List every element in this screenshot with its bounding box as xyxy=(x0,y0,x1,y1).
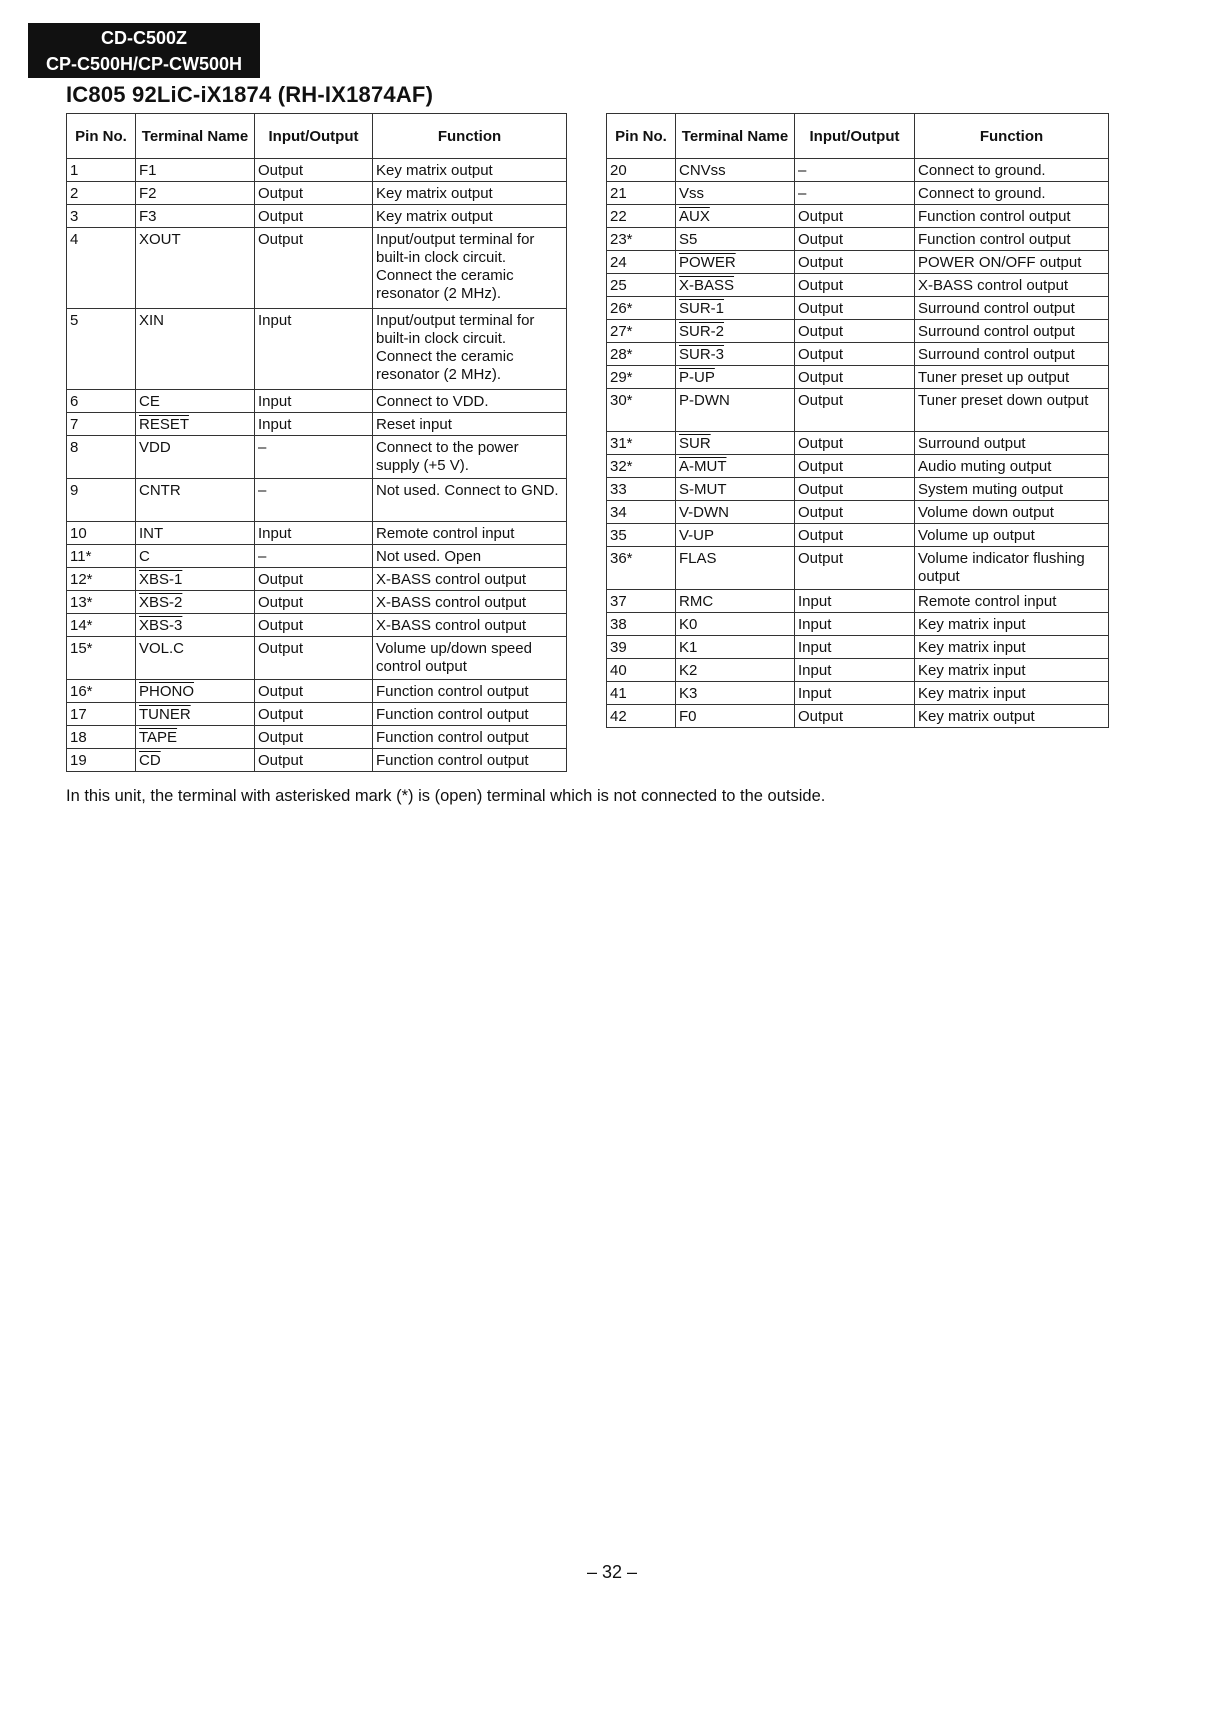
function-cell: X-BASS control output xyxy=(373,568,567,591)
table-row xyxy=(67,309,567,390)
pin-cell: 5 xyxy=(67,309,136,390)
table-row xyxy=(607,613,1109,636)
io-cell: Output xyxy=(255,591,373,614)
io-cell: Output xyxy=(795,501,915,524)
io-cell: Output xyxy=(255,228,373,309)
table-row xyxy=(67,545,567,568)
table-row xyxy=(607,455,1109,478)
terminal-name-cell: V-UP xyxy=(676,524,795,547)
terminal-name-cell: Vss xyxy=(676,182,795,205)
table-row xyxy=(67,479,567,522)
terminal-name-cell: SUR-2 xyxy=(676,320,795,343)
function-cell: Audio muting output xyxy=(915,455,1109,478)
table-row xyxy=(67,522,567,545)
table-row xyxy=(607,343,1109,366)
terminal-name-cell: $\overline{AUX}$ xyxy=(676,205,795,228)
io-cell: Output xyxy=(795,251,915,274)
terminal-name-cell: VDD xyxy=(136,436,255,479)
function-cell: Volume up/down speed control output xyxy=(373,637,567,680)
pin-table-right xyxy=(606,113,1109,728)
pin-cell: 7 xyxy=(67,413,136,436)
function-cell: Key matrix input xyxy=(915,613,1109,636)
table-row xyxy=(607,297,1109,320)
pin-cell: 31* xyxy=(607,432,676,455)
pin-cell: 22 xyxy=(607,205,676,228)
pin-rows-right xyxy=(607,159,1109,728)
col-input-output: Input/Output xyxy=(795,114,915,159)
io-cell: Output xyxy=(255,637,373,680)
pin-cell: 27* xyxy=(607,320,676,343)
table-row xyxy=(607,501,1109,524)
col-terminal-name: Terminal Name xyxy=(676,114,795,159)
terminal-name-cell: SUR-1 xyxy=(676,297,795,320)
io-cell: Output xyxy=(795,547,915,590)
function-cell: Not used. Connect to GND. xyxy=(373,479,567,522)
pin-cell: 26* xyxy=(607,297,676,320)
io-cell: Output xyxy=(795,320,915,343)
table-row xyxy=(67,726,567,749)
function-cell: Tuner preset down output xyxy=(915,389,1109,432)
pin-cell: 16* xyxy=(67,680,136,703)
col-function: Function xyxy=(915,114,1109,159)
terminal-name-cell: CNTR xyxy=(136,479,255,522)
terminal-name-cell: $\overline{SUR}$ xyxy=(676,432,795,455)
terminal-name-cell: A-MUT xyxy=(676,455,795,478)
io-cell: Output xyxy=(255,726,373,749)
pin-cell: 8 xyxy=(67,436,136,479)
table-row xyxy=(607,389,1109,432)
function-cell: Remote control input xyxy=(373,522,567,545)
terminal-name-cell: RESET xyxy=(136,413,255,436)
function-cell: Surround output xyxy=(915,432,1109,455)
io-cell: Output xyxy=(255,205,373,228)
terminal-name-cell: F1 xyxy=(136,159,255,182)
table-row xyxy=(607,659,1109,682)
io-cell: Output xyxy=(255,703,373,726)
table-row xyxy=(67,159,567,182)
col-function: Function xyxy=(373,114,567,159)
table-row xyxy=(607,432,1109,455)
table-row xyxy=(67,614,567,637)
table-row xyxy=(607,274,1109,297)
footnote: In this unit, the terminal with asterisked mark (*) is (open) terminal which is not connected to the outside. xyxy=(66,787,826,805)
table-row xyxy=(67,413,567,436)
pin-cell: 13* xyxy=(67,591,136,614)
function-cell: Connect to the power supply (+5 V). xyxy=(373,436,567,479)
table-row xyxy=(607,590,1109,613)
io-cell: Input xyxy=(255,390,373,413)
terminal-name-cell: K1 xyxy=(676,636,795,659)
terminal-name-cell: XBS-2 xyxy=(136,591,255,614)
pin-cell: 10 xyxy=(67,522,136,545)
page-number: – 32 – xyxy=(586,1562,638,1582)
io-cell: Output xyxy=(255,159,373,182)
pin-cell: 19 xyxy=(67,749,136,772)
function-cell: Function control output xyxy=(915,228,1109,251)
pin-cell: 41 xyxy=(607,682,676,705)
function-cell: Tuner preset up output xyxy=(915,366,1109,389)
pin-cell: 39 xyxy=(607,636,676,659)
terminal-name-cell: F0 xyxy=(676,705,795,728)
table-row xyxy=(67,680,567,703)
io-cell: Output xyxy=(795,343,915,366)
ic-title: IC805 92LiC-iX1874 (RH-IX1874AF) xyxy=(66,82,434,107)
pin-cell: 15* xyxy=(67,637,136,680)
terminal-name-cell: PHONO xyxy=(136,680,255,703)
pin-cell: 18 xyxy=(67,726,136,749)
terminal-name-cell: $\overline{CD}$ xyxy=(136,749,255,772)
terminal-name-cell: CNVss xyxy=(676,159,795,182)
function-cell: Connect to ground. xyxy=(915,159,1109,182)
table-header-row xyxy=(67,114,567,159)
io-cell: Output xyxy=(795,705,915,728)
terminal-name-cell: S5 xyxy=(676,228,795,251)
function-cell: Input/output terminal for built-in clock circuit. Connect the ceramic resonator (2 MHz). xyxy=(373,228,567,309)
terminal-name-cell: XBS-1 xyxy=(136,568,255,591)
terminal-name-cell: P-DWN xyxy=(676,389,795,432)
io-cell: Output xyxy=(255,680,373,703)
function-cell: Key matrix input xyxy=(915,636,1109,659)
function-cell: Volume down output xyxy=(915,501,1109,524)
table-row xyxy=(607,366,1109,389)
pin-cell: 28* xyxy=(607,343,676,366)
col-pin-no: Pin No. xyxy=(67,114,136,159)
terminal-name-cell: K2 xyxy=(676,659,795,682)
pin-cell: 30* xyxy=(607,389,676,432)
pin-cell: 24 xyxy=(607,251,676,274)
pin-cell: 37 xyxy=(607,590,676,613)
table-row xyxy=(67,703,567,726)
io-cell: Input xyxy=(795,659,915,682)
function-cell: Surround control output xyxy=(915,320,1109,343)
pin-cell: 9 xyxy=(67,479,136,522)
pin-table-left xyxy=(66,113,567,772)
function-cell: Function control output xyxy=(373,749,567,772)
pin-cell: 21 xyxy=(607,182,676,205)
function-cell: Key matrix output xyxy=(373,182,567,205)
io-cell: Output xyxy=(795,228,915,251)
io-cell: Output xyxy=(255,749,373,772)
io-cell: Input xyxy=(255,309,373,390)
table-row xyxy=(67,591,567,614)
function-cell: X-BASS control output xyxy=(915,274,1109,297)
terminal-name-cell: X-BASS xyxy=(676,274,795,297)
io-cell: Output xyxy=(255,614,373,637)
function-cell: Connect to ground. xyxy=(915,182,1109,205)
io-cell: Output xyxy=(795,432,915,455)
function-cell: Key matrix output xyxy=(373,159,567,182)
table-row xyxy=(607,159,1109,182)
function-cell: X-BASS control output xyxy=(373,591,567,614)
terminal-name-cell: TUNER xyxy=(136,703,255,726)
pin-cell: 36* xyxy=(607,547,676,590)
function-cell: Volume up output xyxy=(915,524,1109,547)
io-cell: Output xyxy=(795,389,915,432)
io-cell: Input xyxy=(255,413,373,436)
io-cell: Input xyxy=(795,682,915,705)
table-row xyxy=(67,637,567,680)
table-row xyxy=(607,547,1109,590)
col-terminal-name: Terminal Name xyxy=(136,114,255,159)
terminal-name-cell: SUR-3 xyxy=(676,343,795,366)
table-row xyxy=(607,251,1109,274)
col-input-output: Input/Output xyxy=(255,114,373,159)
io-cell: Output xyxy=(795,366,915,389)
table-row xyxy=(67,436,567,479)
io-cell: – xyxy=(795,182,915,205)
io-cell: Output xyxy=(795,297,915,320)
terminal-name-cell: XIN xyxy=(136,309,255,390)
table-header-row xyxy=(607,114,1109,159)
io-cell: – xyxy=(795,159,915,182)
terminal-name-cell: XOUT xyxy=(136,228,255,309)
function-cell: Function control output xyxy=(373,680,567,703)
table-row xyxy=(67,182,567,205)
pin-cell: 20 xyxy=(607,159,676,182)
table-row xyxy=(67,205,567,228)
io-cell: Output xyxy=(795,478,915,501)
pin-cell: 40 xyxy=(607,659,676,682)
terminal-name-cell: K0 xyxy=(676,613,795,636)
terminal-name-cell: POWER xyxy=(676,251,795,274)
table-row xyxy=(67,749,567,772)
pin-cell: 29* xyxy=(607,366,676,389)
terminal-name-cell: C xyxy=(136,545,255,568)
terminal-name-cell: F3 xyxy=(136,205,255,228)
model-line-1: CD-C500Z xyxy=(100,28,188,48)
pin-cell: 35 xyxy=(607,524,676,547)
table-row xyxy=(607,705,1109,728)
pin-cell: 32* xyxy=(607,455,676,478)
function-cell: Key matrix output xyxy=(915,705,1109,728)
pin-cell: 33 xyxy=(607,478,676,501)
table-row xyxy=(607,524,1109,547)
terminal-name-cell: TAPE xyxy=(136,726,255,749)
model-line-2: CP-C500H/CP-CW500H xyxy=(45,54,243,74)
pin-cell: 23* xyxy=(607,228,676,251)
terminal-name-cell: INT xyxy=(136,522,255,545)
io-cell: – xyxy=(255,436,373,479)
table-row xyxy=(607,228,1109,251)
io-cell: – xyxy=(255,545,373,568)
terminal-name-cell: V-DWN xyxy=(676,501,795,524)
function-cell: Connect to VDD. xyxy=(373,390,567,413)
pin-cell: 6 xyxy=(67,390,136,413)
pin-rows-left xyxy=(67,159,567,772)
table-row xyxy=(67,228,567,309)
function-cell: Function control output xyxy=(373,726,567,749)
io-cell: Output xyxy=(795,205,915,228)
pin-cell: 42 xyxy=(607,705,676,728)
io-cell: Input xyxy=(795,636,915,659)
function-cell: Function control output xyxy=(915,205,1109,228)
io-cell: Input xyxy=(795,590,915,613)
pin-cell: 17 xyxy=(67,703,136,726)
terminal-name-cell: K3 xyxy=(676,682,795,705)
io-cell: Output xyxy=(795,524,915,547)
terminal-name-cell: P-UP xyxy=(676,366,795,389)
function-cell: Not used. Open xyxy=(373,545,567,568)
io-cell: – xyxy=(255,479,373,522)
io-cell: Output xyxy=(795,455,915,478)
terminal-name-cell: XBS-3 xyxy=(136,614,255,637)
io-cell: Input xyxy=(795,613,915,636)
function-cell: Remote control input xyxy=(915,590,1109,613)
terminal-name-cell: VOL.C xyxy=(136,637,255,680)
pin-cell: 4 xyxy=(67,228,136,309)
pin-cell: 3 xyxy=(67,205,136,228)
model-badge xyxy=(28,23,260,78)
io-cell: Output xyxy=(255,568,373,591)
table-row xyxy=(67,390,567,413)
pin-cell: 14* xyxy=(67,614,136,637)
function-cell: Key matrix input xyxy=(915,659,1109,682)
table-row xyxy=(67,568,567,591)
function-cell: Volume indicator flushing output xyxy=(915,547,1109,590)
function-cell: X-BASS control output xyxy=(373,614,567,637)
function-cell: POWER ON/OFF output xyxy=(915,251,1109,274)
function-cell: Input/output terminal for built-in clock circuit. Connect the ceramic resonator (2 MHz). xyxy=(373,309,567,390)
col-pin-no: Pin No. xyxy=(607,114,676,159)
function-cell: System muting output xyxy=(915,478,1109,501)
pin-cell: 11* xyxy=(67,545,136,568)
function-cell: Key matrix input xyxy=(915,682,1109,705)
function-cell: Surround control output xyxy=(915,343,1109,366)
table-row xyxy=(607,182,1109,205)
pin-cell: 25 xyxy=(607,274,676,297)
terminal-name-cell: FLAS xyxy=(676,547,795,590)
function-cell: Key matrix output xyxy=(373,205,567,228)
function-cell: Function control output xyxy=(373,703,567,726)
table-row xyxy=(607,636,1109,659)
pin-cell: 1 xyxy=(67,159,136,182)
function-cell: Reset input xyxy=(373,413,567,436)
table-row xyxy=(607,682,1109,705)
pin-cell: 2 xyxy=(67,182,136,205)
function-cell: Surround control output xyxy=(915,297,1109,320)
pin-cell: 34 xyxy=(607,501,676,524)
io-cell: Output xyxy=(255,182,373,205)
table-row xyxy=(607,205,1109,228)
table-row xyxy=(607,478,1109,501)
io-cell: Output xyxy=(795,274,915,297)
pin-cell: 38 xyxy=(607,613,676,636)
pin-cell: 12* xyxy=(67,568,136,591)
terminal-name-cell: F2 xyxy=(136,182,255,205)
terminal-name-cell: CE xyxy=(136,390,255,413)
table-row xyxy=(607,320,1109,343)
terminal-name-cell: RMC xyxy=(676,590,795,613)
io-cell: Input xyxy=(255,522,373,545)
terminal-name-cell: S-MUT xyxy=(676,478,795,501)
